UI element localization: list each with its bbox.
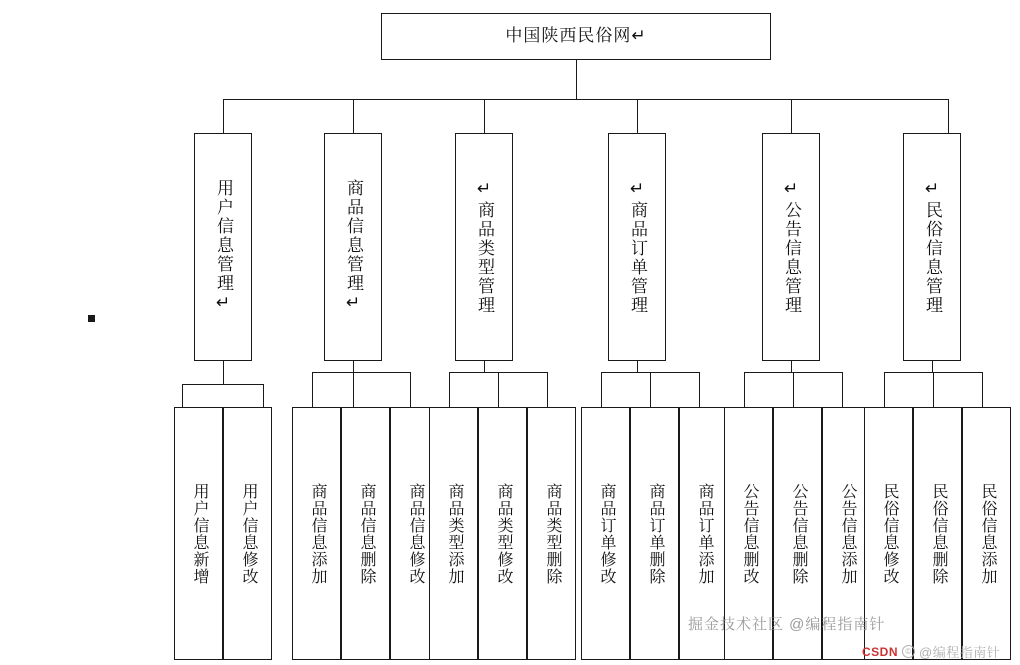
leaf-node-4-3-label: 商品订单添加: [695, 482, 713, 585]
connector-b2-leaf-2: [353, 372, 354, 407]
connector-b3-leaf-2: [498, 372, 499, 407]
connector-b4-stem: [637, 361, 638, 372]
branch-node-4[interactable]: [608, 133, 666, 361]
leaf-node-1-1-label: 用户信息新增: [190, 482, 208, 585]
leaf-node-4-2-label: 商品订单删除: [646, 482, 664, 585]
leaf-node-6-3[interactable]: [962, 407, 1011, 660]
leaf-node-1-1[interactable]: [174, 407, 223, 660]
connector-b1-bus: [182, 384, 263, 385]
connector-b4-leaf-1: [601, 372, 602, 407]
branch-node-6-label: ↵民俗信息管理: [923, 179, 943, 315]
connector-b2-leaf-1: [312, 372, 313, 407]
connector-branch-stem-6: [948, 99, 949, 133]
connector-b2-stem: [353, 361, 354, 372]
root-node-label: 中国陕西民俗网↵: [505, 26, 647, 46]
leaf-node-2-3-label: 商品信息修改: [406, 482, 424, 585]
branch-node-2[interactable]: [324, 133, 382, 361]
watermark-center: 掘金技术社区 @编程指南针: [688, 616, 886, 633]
connector-branch-stem-3: [484, 99, 485, 133]
connector-b2-bus: [312, 372, 410, 373]
connector-b3-leaf-3: [547, 372, 548, 407]
leaf-node-2-2[interactable]: [341, 407, 390, 660]
copyright-icon: ©: [902, 645, 915, 658]
connector-b3-stem: [484, 361, 485, 372]
connector-b5-leaf-2: [793, 372, 794, 407]
branch-node-6[interactable]: [903, 133, 961, 361]
branch-node-5[interactable]: [762, 133, 820, 361]
connector-b1-leaf-2: [263, 384, 264, 407]
connector-b5-stem: [791, 361, 792, 372]
leaf-node-6-3-label: 民俗信息添加: [978, 482, 996, 585]
leaf-node-3-2[interactable]: [478, 407, 527, 660]
connector-b6-leaf-1: [884, 372, 885, 407]
connector-branch-stem-5: [791, 99, 792, 133]
connector-branch-stem-2: [353, 99, 354, 133]
watermark-bottom-text: @编程指南针: [919, 645, 1001, 660]
leaf-node-2-1-label: 商品信息添加: [308, 482, 326, 585]
branch-node-3-label: ↵商品类型管理: [475, 179, 495, 315]
leaf-node-5-2-label: 公告信息删除: [789, 482, 807, 585]
branch-node-4-label: ↵商品订单管理: [628, 179, 648, 315]
connector-b1-leaf-1: [182, 384, 183, 407]
branch-node-3[interactable]: [455, 133, 513, 361]
leaf-node-4-2[interactable]: [630, 407, 679, 660]
leaf-node-1-2[interactable]: [223, 407, 272, 660]
watermark-bottom: [862, 642, 1000, 661]
connector-b1-stem: [223, 361, 224, 384]
leaf-node-5-3-label: 公告信息添加: [838, 482, 856, 585]
connector-root-stem: [576, 60, 577, 99]
leaf-node-1-2-label: 用户信息修改: [239, 482, 257, 585]
leaf-node-6-2[interactable]: [913, 407, 962, 660]
branch-node-2-label: 商品信息管理↵: [344, 179, 364, 315]
leaf-node-3-2-label: 商品类型修改: [494, 482, 512, 585]
branch-node-1[interactable]: [194, 133, 252, 361]
connector-b3-leaf-1: [449, 372, 450, 407]
connector-b2-leaf-3: [410, 372, 411, 407]
leaf-node-5-1-label: 公告信息删改: [740, 482, 758, 585]
leaf-node-3-1-label: 商品类型添加: [445, 482, 463, 585]
leaf-node-4-1-label: 商品订单修改: [597, 482, 615, 585]
leaf-node-4-1[interactable]: [581, 407, 630, 660]
leaf-node-6-1-label: 民俗信息修改: [880, 482, 898, 585]
connector-b5-leaf-1: [744, 372, 745, 407]
csdn-logo: CSDN: [862, 644, 899, 659]
connector-b6-leaf-3: [982, 372, 983, 407]
leaf-node-2-2-label: 商品信息删除: [357, 482, 375, 585]
connector-branch-stem-1: [223, 99, 224, 133]
connector-b6-stem: [932, 361, 933, 372]
connector-b5-leaf-3: [842, 372, 843, 407]
leaf-node-3-3[interactable]: [527, 407, 576, 660]
branch-node-5-label: ↵公告信息管理: [782, 179, 802, 315]
root-node[interactable]: [381, 13, 771, 60]
connector-b4-leaf-3: [699, 372, 700, 407]
leaf-node-6-2-label: 民俗信息删除: [929, 482, 947, 585]
connector-branch-stem-4: [637, 99, 638, 133]
leaf-node-2-1[interactable]: [292, 407, 341, 660]
stray-bullet-marker: [88, 315, 95, 322]
connector-main-bus: [223, 99, 948, 100]
connector-b6-leaf-2: [933, 372, 934, 407]
branch-node-1-label: 用户信息管理↵: [214, 179, 234, 315]
leaf-node-3-1[interactable]: [429, 407, 478, 660]
connector-b4-leaf-2: [650, 372, 651, 407]
leaf-node-3-3-label: 商品类型删除: [543, 482, 561, 585]
